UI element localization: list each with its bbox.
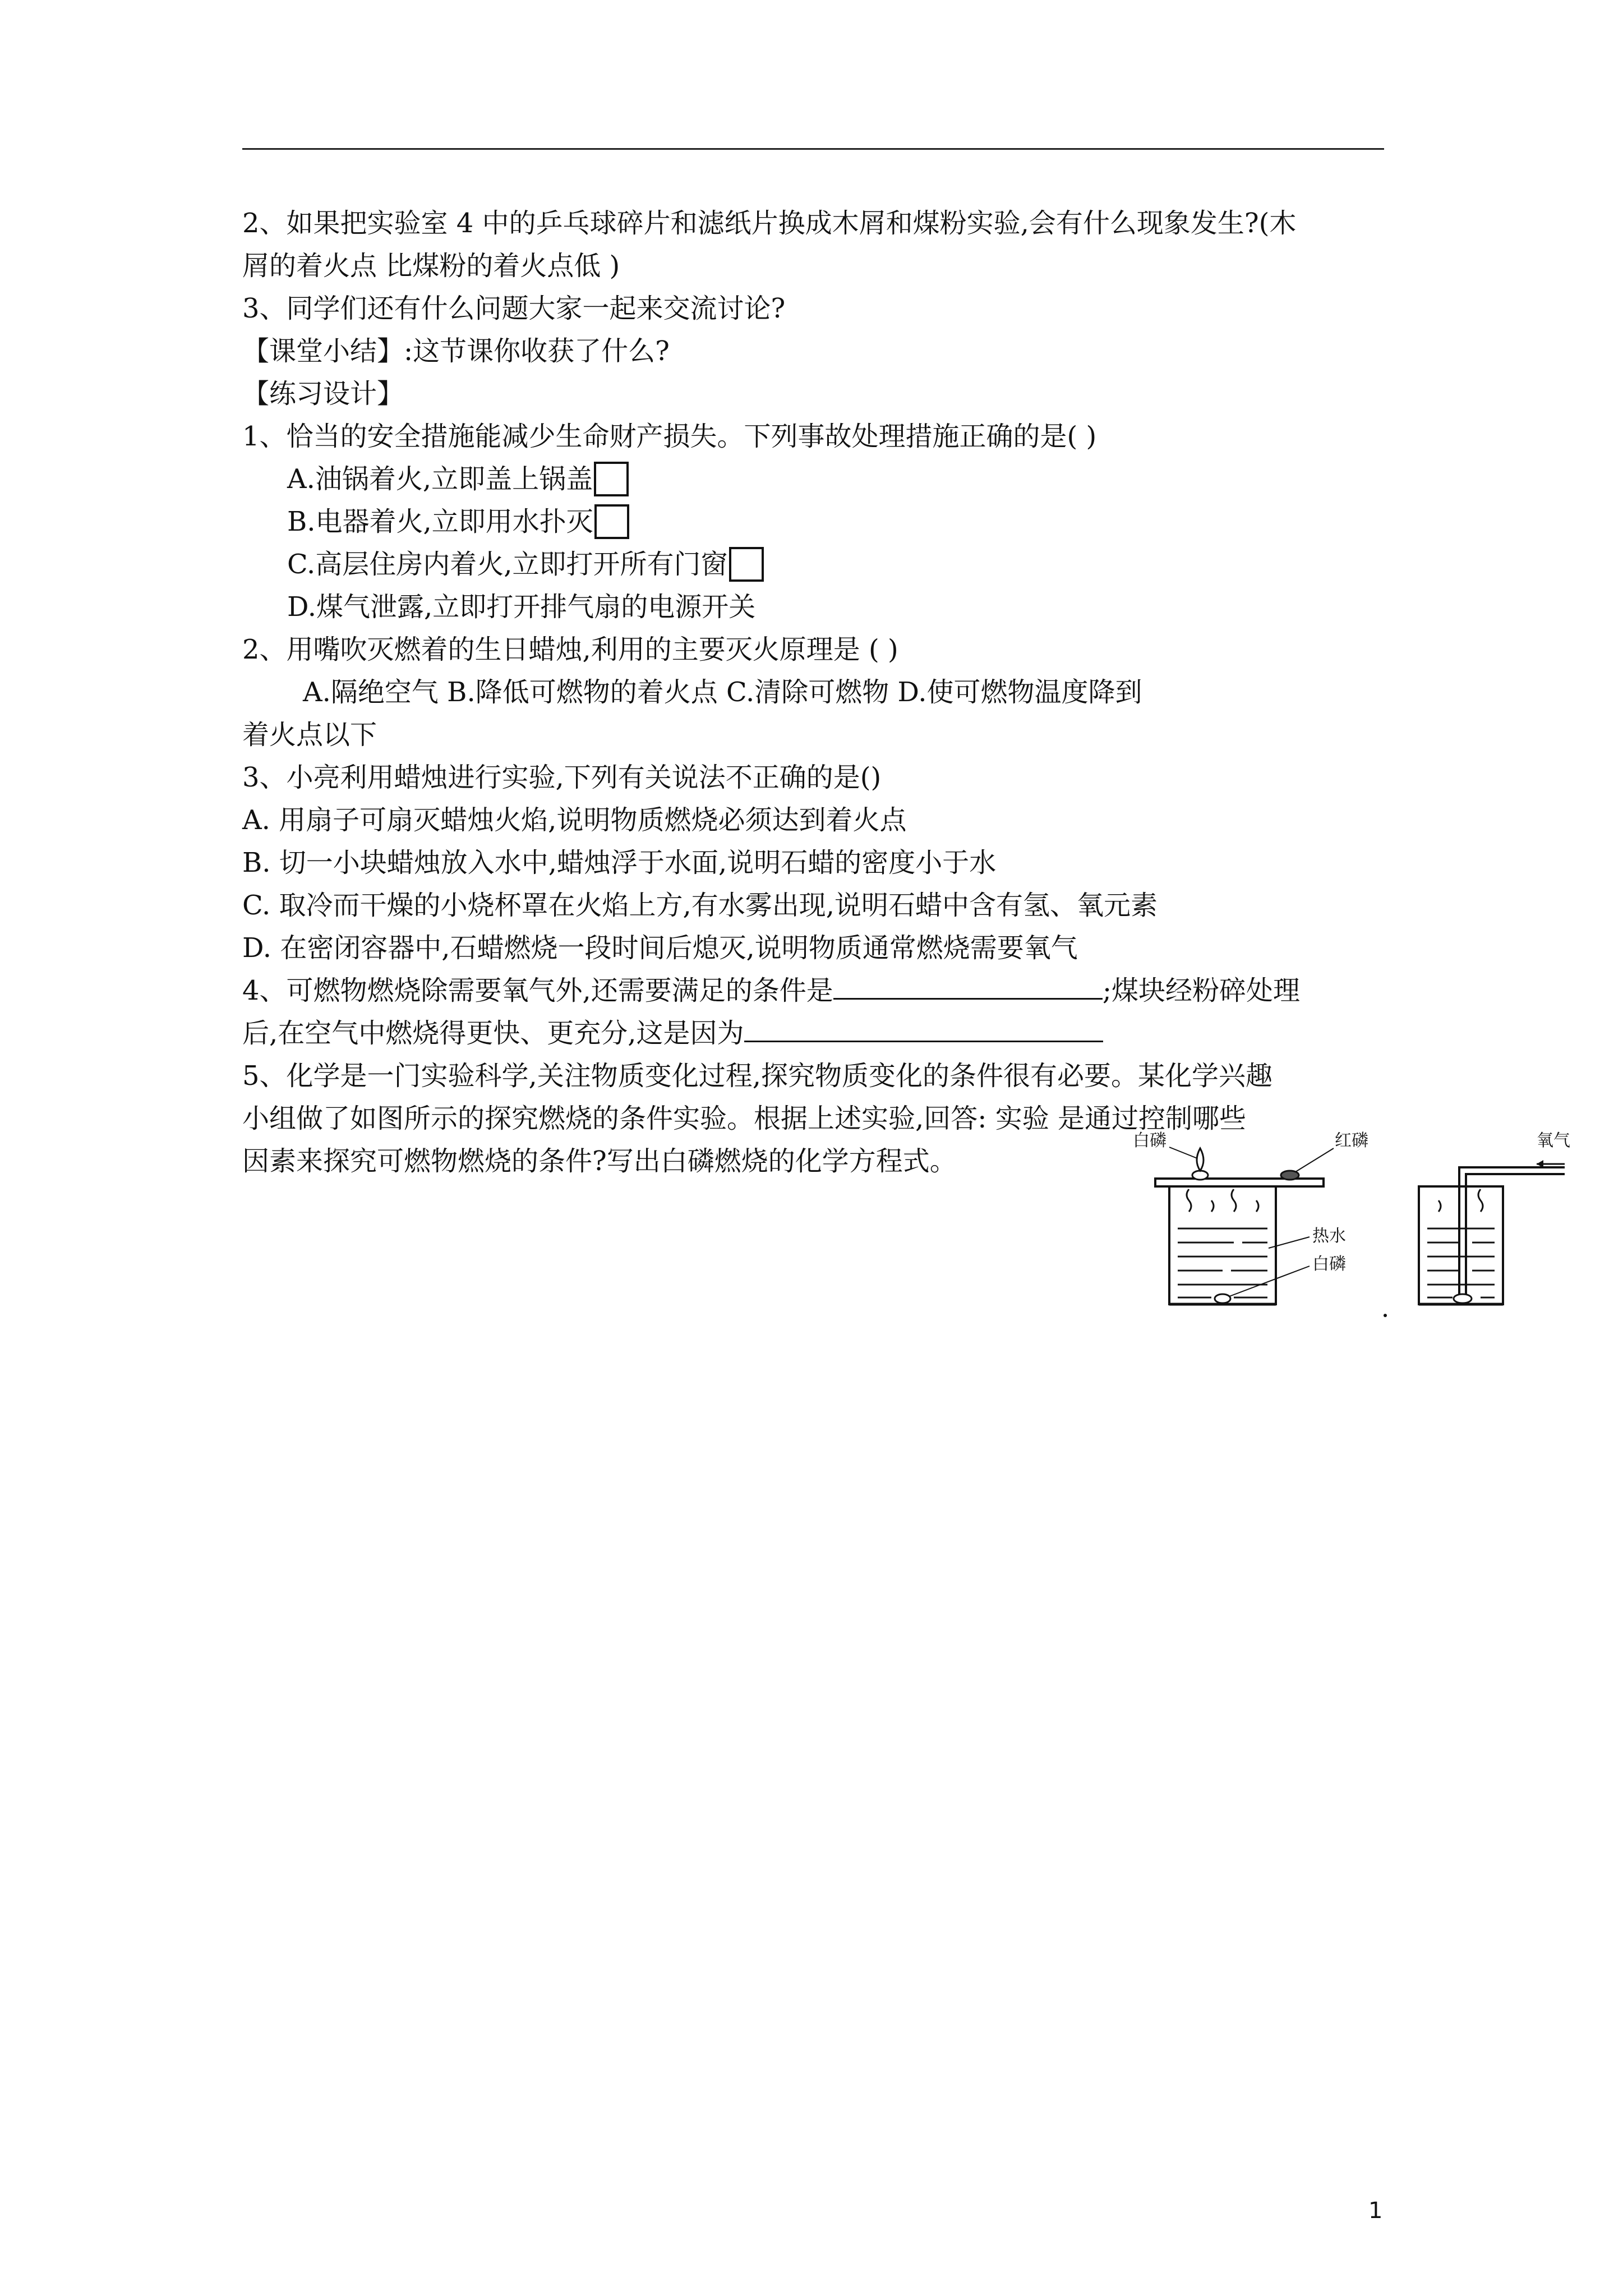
practice-q2-options: A.隔绝空气 B.降低可燃物的着火点 C.清除可燃物 D.使可燃物温度降到 [303,677,1142,708]
practice-q1-option-a [287,458,629,500]
combustion-experiment-figure [1122,1119,1581,1321]
answer-box[interactable] [594,504,629,539]
q4-text-2: ;煤块经粉碎处理 [1102,975,1300,1006]
practice-q4-line2 [242,1012,1103,1055]
practice-q3-option-b: B. 切一小块蜡烛放入水中,蜡烛浮于水面,说明石蜡的密度小于水 [242,847,997,878]
discussion-q3: 3、同学们还有什么问题大家一起来交流讨论? [242,293,786,324]
option-b-text: B.电器着火,立即用水扑灭 [287,506,593,537]
practice-q4-line1 [242,969,1300,1012]
option-a-text: A.油锅着火,立即盖上锅盖 [287,463,593,495]
practice-q5-line3: 因素来探究可燃物燃烧的条件?写出白磷燃烧的化学方程式。 [242,1145,957,1177]
practice-q5-line1: 5、化学是一门实验科学,关注物质变化过程,探究物质变化的条件很有必要。某化学兴趣 [242,1060,1273,1092]
page-number: 1 [1368,2198,1383,2224]
practice-q2: 2、用嘴吹灭燃着的生日蜡烛,利用的主要灭火原理是 ( ) [242,634,898,665]
label-white-phosphorus-bottom: 白磷 [1312,1254,1346,1274]
label-white-phosphorus-top: 白磷 [1133,1131,1166,1151]
practice-q3-option-a: A. 用扇子可扇灭蜡烛火焰,说明物质燃烧必须达到着火点 [242,804,907,836]
left-beaker [1155,1148,1324,1304]
right-beaker [1384,1160,1565,1317]
practice-q3-option-d: D. 在密闭容器中,石蜡燃烧一段时间后熄灭,说明物质通常燃烧需要氧气 [242,932,1078,964]
practice-q1-option-b [287,500,629,543]
label-red-phosphorus: 红磷 [1335,1131,1368,1151]
label-oxygen: 氧气 [1537,1131,1570,1151]
option-c-text: C.高层住房内着火,立即打开所有门窗 [287,549,728,580]
practice-q1-option-d: D.煤气泄露,立即打开排气扇的电源开关 [287,591,756,623]
practice-q2-options-cont: 着火点以下 [242,719,377,751]
practice-q5-line2: 小组做了如图所示的探究燃烧的条件实验。根据上述实验,回答: 实验 是通过控制哪些 [242,1103,1246,1134]
q4-text-1: 4、可燃物燃烧除需要氧气外,还需要满足的条件是 [242,975,833,1006]
answer-blank[interactable] [833,973,1103,1000]
discussion-q2-line1: 2、如果把实验室 4 中的乒乓球碎片和滤纸片换成木屑和煤粉实验,会有什么现象发生?(木 [242,208,1297,239]
label-hot-water: 热水 [1312,1226,1346,1246]
practice-q1-option-c [287,543,764,586]
practice-q3-option-c: C. 取冷而干燥的小烧杯罩在火焰上方,有水雾出现,说明石蜡中含有氢、氧元素 [242,890,1158,921]
practice-q1: 1、恰当的安全措施能减少生命财产损失。下列事故处理措施正确的是( ) [242,421,1097,452]
class-summary-heading: 【课堂小结】:这节课你收获了什么? [242,335,670,367]
practice-heading: 【练习设计】 [242,378,404,409]
discussion-q2-line2: 屑的着火点 比煤粉的着火点低 ) [242,250,620,282]
answer-box[interactable] [594,462,629,496]
q4-text-3: 后,在空气中燃烧得更快、更充分,这是因为 [242,1018,744,1049]
answer-blank[interactable] [744,1016,1103,1042]
header-rule [242,148,1384,150]
answer-box[interactable] [729,547,764,582]
practice-q3: 3、小亮利用蜡烛进行实验,下列有关说法不正确的是() [242,762,882,793]
